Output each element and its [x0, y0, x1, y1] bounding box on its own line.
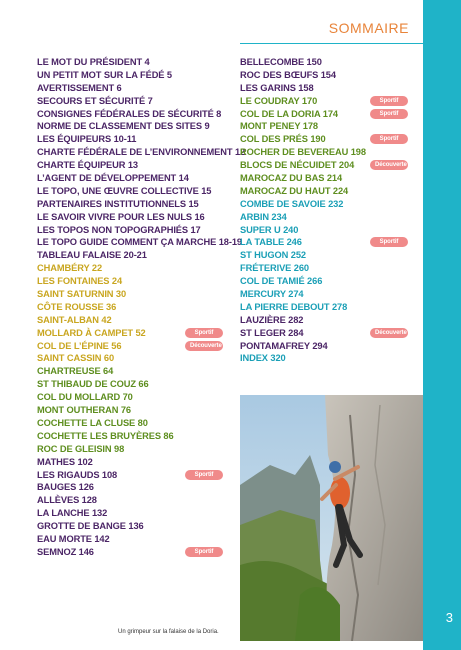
toc-entry	[37, 443, 235, 456]
toc-entry	[37, 69, 235, 82]
toc-entry-label: SEMNOZ 146	[37, 546, 94, 557]
toc-entry	[240, 249, 423, 262]
toc-entry-label: CÔTE ROUSSE 36	[37, 301, 117, 312]
toc-entry-label: LE SAVOIR VIVRE POUR LES NULS 16	[37, 211, 205, 222]
toc-entry	[240, 288, 423, 301]
toc-entry	[37, 340, 235, 353]
climber-photo-illustration	[240, 395, 423, 641]
toc-entry-label: LES GARINS 158	[240, 82, 314, 93]
toc-entry	[37, 146, 246, 159]
toc-entry-label: LA PIERRE DEBOUT 278	[240, 301, 348, 312]
toc-entry	[37, 456, 235, 469]
toc-entry-label: SAINT-ALBAN 42	[37, 314, 112, 325]
toc-entry-label: MAROCAZ DU HAUT 224	[240, 185, 349, 196]
toc-entry	[240, 82, 423, 95]
toc-entry	[240, 69, 423, 82]
toc-entry	[37, 430, 235, 443]
toc-entry	[37, 56, 235, 69]
toc-entry-label: CHARTE ÉQUIPEUR 13	[37, 160, 139, 171]
toc-entry	[37, 95, 235, 108]
toc-entry	[240, 224, 423, 237]
teal-side-band	[423, 0, 461, 650]
toc-entry	[37, 133, 235, 146]
toc-entry-label: PARTENAIRES INSTITUTIONNELS 15	[37, 198, 199, 209]
toc-entry	[240, 211, 423, 224]
toc-entry-label: COL DE LA DORIA 174	[240, 108, 338, 119]
toc-entry	[37, 404, 235, 417]
toc-entry-label: COL DU MOLLARD 70	[37, 392, 133, 403]
level-badge: Sportif	[185, 328, 223, 338]
toc-entry-label: AVERTISSEMENT 6	[37, 82, 122, 93]
toc-entry	[37, 108, 235, 121]
toc-entry	[37, 314, 235, 327]
level-badge: Sportif	[370, 237, 408, 247]
toc-entry-label: MOLLARD À CAMPET 52	[37, 327, 146, 338]
toc-entry	[37, 507, 235, 520]
toc-entry-label: MERCURY 274	[240, 289, 304, 300]
toc-entry	[37, 352, 235, 365]
toc-entry-label: SAINT SATURNIN 30	[37, 289, 127, 300]
level-badge: Découverte	[370, 328, 408, 338]
level-badge: Sportif	[185, 547, 223, 557]
toc-entry	[37, 211, 235, 224]
toc-entry	[240, 198, 423, 211]
climber-photo	[240, 395, 423, 641]
toc-entry-label: INDEX 320	[240, 353, 286, 364]
toc-entry	[240, 120, 423, 133]
toc-entry-label: SUPER U 240	[240, 224, 299, 235]
toc-entry	[37, 185, 235, 198]
page-number: 3	[445, 610, 453, 625]
level-badge: Découverte	[370, 160, 408, 170]
toc-entry-label: MATHES 102	[37, 456, 93, 467]
page-title: SOMMAIRE	[328, 20, 409, 36]
toc-entry	[240, 275, 423, 288]
toc-entry	[37, 301, 235, 314]
toc-entry-label: ST THIBAUD DE COUZ 66	[37, 379, 149, 390]
toc-entry	[37, 198, 235, 211]
toc-entry-label: BELLECOMBE 150	[240, 57, 322, 67]
toc-entry	[37, 520, 235, 533]
level-badge: Sportif	[370, 96, 408, 106]
toc-left-column	[37, 56, 246, 559]
toc-entry	[240, 236, 423, 249]
toc-entry	[240, 146, 423, 159]
toc-entry	[37, 120, 235, 133]
toc-entry-label: MONT PENEY 178	[240, 121, 318, 132]
toc-entry	[240, 95, 423, 108]
toc-entry-label: UN PETIT MOT SUR LA FÉDÉ 5	[37, 69, 172, 80]
toc-entry	[37, 275, 235, 288]
toc-entry-label: NORME DE CLASSEMENT DES SITES 9	[37, 121, 210, 132]
toc-entry-label: LA LANCHE 132	[37, 508, 108, 519]
toc-entry	[240, 133, 423, 146]
toc-entry	[37, 533, 235, 546]
toc-entry-label: ROC DE GLEISIN 98	[37, 443, 125, 454]
toc-entry-label: TABLEAU FALAISE 20-21	[37, 250, 147, 261]
level-badge: Sportif	[370, 134, 408, 144]
toc-entry-label: LE TOPO, UNE ŒUVRE COLLECTIVE 15	[37, 185, 212, 196]
level-badge: Sportif	[370, 109, 408, 119]
toc-entry	[37, 262, 235, 275]
toc-entry-label: ROCHER DE BEVEREAU 198	[240, 147, 366, 158]
toc-entry	[37, 469, 235, 482]
toc-entry-label: PONTAMAFREY 294	[240, 340, 328, 351]
toc-entry-label: CHAMBÉRY 22	[37, 263, 103, 274]
toc-entry-label: ARBIN 234	[240, 211, 287, 222]
toc-entry-label: LA TABLE 246	[240, 237, 302, 248]
toc-entry-label: LES RIGAUDS 108	[37, 469, 118, 480]
toc-entry-label: LAUZIÈRE 282	[240, 314, 304, 325]
toc-entry-label: CHARTREUSE 64	[37, 366, 114, 377]
toc-entry-label: BLOCS DE NÉCUIDET 204	[240, 160, 355, 171]
toc-entry-label: COCHETTE LES BRUYÈRES 86	[37, 430, 174, 441]
toc-entry-label: COL DE TAMIÉ 266	[240, 276, 323, 287]
toc-entry-label: COCHETTE LA CLUSE 80	[37, 417, 148, 428]
toc-entry	[37, 378, 235, 391]
toc-entry-label: ST HUGON 252	[240, 250, 306, 261]
toc-entry-label: SAINT CASSIN 60	[37, 353, 115, 364]
toc-entry	[37, 82, 235, 95]
toc-entry	[37, 224, 235, 237]
toc-entry	[240, 56, 423, 69]
toc-entry	[37, 546, 235, 559]
toc-entry-label: EAU MORTE 142	[37, 533, 110, 544]
toc-entry-label: LE TOPO GUIDE COMMENT ÇA MARCHE 18-19	[37, 237, 242, 248]
toc-entry	[37, 327, 235, 340]
toc-entry	[240, 185, 423, 198]
toc-entry-label: MONT OUTHERAN 76	[37, 405, 131, 416]
toc-entry	[37, 288, 235, 301]
toc-entry	[240, 159, 423, 172]
toc-entry	[240, 340, 423, 353]
toc-entry	[37, 249, 235, 262]
title-divider	[240, 43, 423, 44]
toc-entry-label: FRÉTERIVE 260	[240, 263, 309, 274]
toc-entry-label: CHARTE FÉDÉRALE DE L’ENVIRONNEMENT 12	[37, 147, 246, 158]
toc-entry	[37, 494, 235, 507]
toc-entry-label: ROC DES BŒUFS 154	[240, 69, 336, 80]
toc-entry-label: BAUGES 126	[37, 482, 94, 493]
toc-entry-label: LE COUDRAY 170	[240, 95, 318, 106]
toc-entry-label: CONSIGNES FÉDÉRALES DE SÉCURITÉ 8	[37, 108, 222, 119]
toc-entry	[37, 236, 242, 249]
toc-right-column	[240, 56, 423, 365]
toc-entry	[37, 391, 235, 404]
toc-entry-label: COL DES PRÉS 190	[240, 134, 326, 145]
level-badge: Découverte	[185, 341, 223, 351]
toc-entry	[240, 108, 423, 121]
toc-entry-label: LES TOPOS NON TOPOGRAPHIÉS 17	[37, 224, 201, 235]
toc-entry	[240, 262, 423, 275]
toc-entry-label: MAROCAZ DU BAS 214	[240, 173, 343, 184]
toc-entry-label: ALLÈVES 128	[37, 495, 97, 506]
toc-entry-label: SECOURS ET SÉCURITÉ 7	[37, 95, 153, 106]
toc-entry-label: GROTTE DE BANGE 136	[37, 521, 144, 532]
toc-entry-label: ST LEGER 284	[240, 327, 304, 338]
toc-entry	[240, 301, 423, 314]
toc-entry	[240, 352, 423, 365]
toc-entry	[37, 172, 235, 185]
toc-entry-label: L’AGENT DE DÉVELOPPEMENT 14	[37, 173, 189, 184]
toc-entry	[37, 365, 235, 378]
toc-entry	[240, 314, 423, 327]
toc-entry	[37, 417, 235, 430]
toc-entry	[240, 172, 423, 185]
toc-entry-label: LES ÉQUIPEURS 10-11	[37, 134, 137, 145]
toc-entry	[37, 159, 235, 172]
toc-entry-label: COL DE L’ÉPINE 56	[37, 340, 122, 351]
photo-caption: Un grimpeur sur la falaise de la Doria.	[118, 629, 219, 635]
toc-entry	[37, 481, 235, 494]
toc-entry-label: COMBE DE SAVOIE 232	[240, 198, 344, 209]
toc-entry-label: LES FONTAINES 24	[37, 276, 123, 287]
toc-entry	[240, 327, 423, 340]
level-badge: Sportif	[185, 470, 223, 480]
toc-entry-label: LE MOT DU PRÉSIDENT 4	[37, 57, 150, 67]
